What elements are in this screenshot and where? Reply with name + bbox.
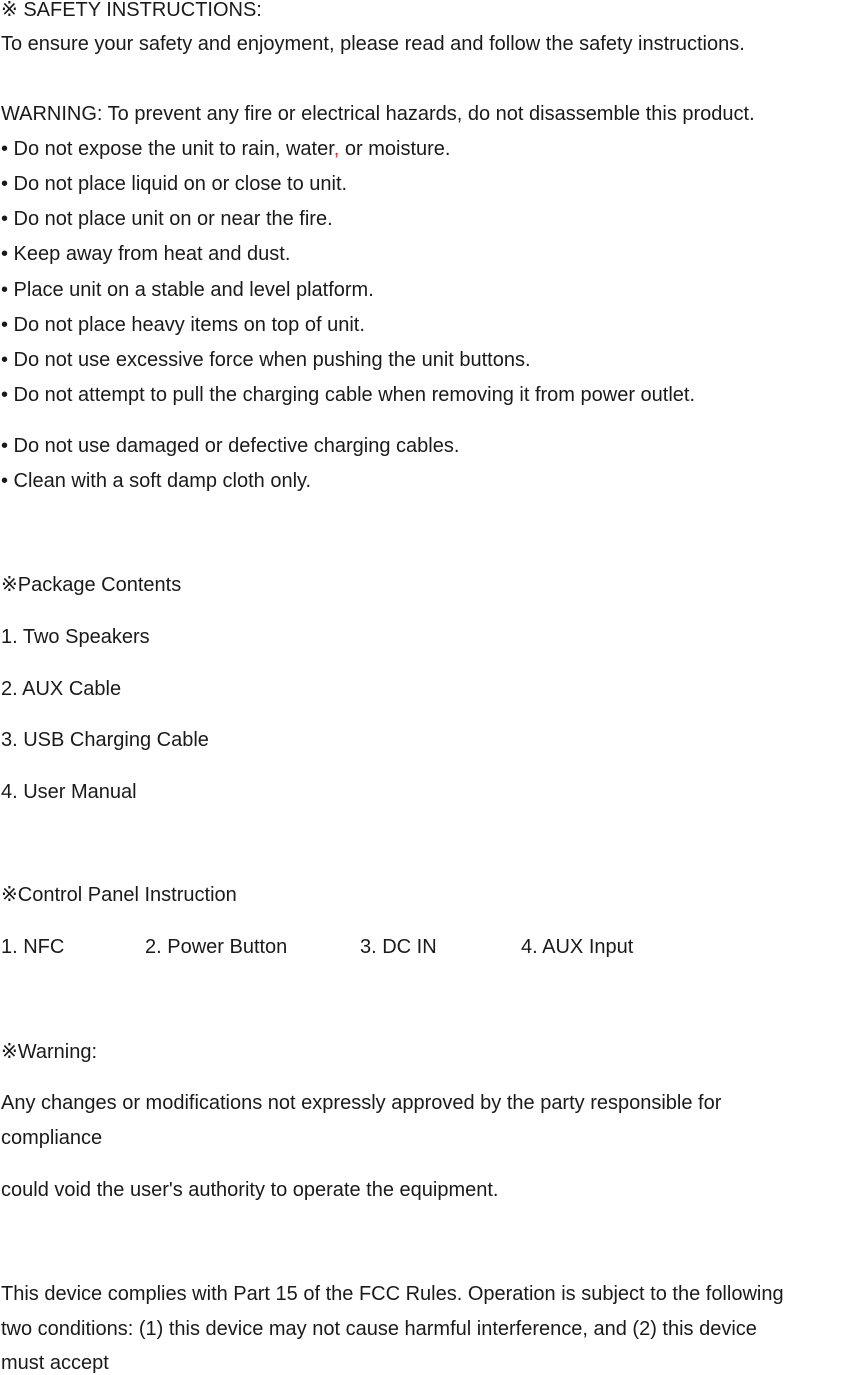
fcc-warning-text: Any changes or modifications not expressly approved by the party responsible for <box>1 1092 722 1114</box>
safety-item: • Do not place unit on or near the fire. <box>1 208 333 230</box>
safety-item-water <box>1 137 450 161</box>
safety-item: • Do not place heavy items on top of unit. <box>1 314 365 336</box>
safety-item-water-text: • Do not expose the unit to rain, water <box>1 138 334 160</box>
control-item-nfc: 1. NFC <box>1 936 65 958</box>
control-item-dc-in: 3. DC IN <box>360 936 437 958</box>
fcc-warning-text: compliance <box>1 1127 103 1149</box>
package-item: 3. USB Charging Cable <box>1 729 209 751</box>
control-item-power: 2. Power Button <box>145 936 288 958</box>
safety-intro: To ensure your safety and enjoyment, please read and follow the safety instructions. <box>1 33 745 55</box>
package-item: 1. Two Speakers <box>1 626 150 648</box>
safety-item: • Do not use damaged or defective charging cables. <box>1 435 460 457</box>
safety-item: • Do not attempt to pull the charging cable when removing it from power outlet. <box>1 384 696 406</box>
safety-item: • Do not use excessive force when pushing the unit buttons. <box>1 349 531 371</box>
safety-heading: ※ SAFETY INSTRUCTIONS: <box>1 0 262 21</box>
safety-item: • Clean with a soft damp cloth only. <box>1 470 312 492</box>
safety-warning: WARNING: To prevent any fire or electrical hazards, do not disassemble this product. <box>1 103 755 125</box>
safety-item: • Do not place liquid on or close to unit. <box>1 173 348 195</box>
package-item: 4. User Manual <box>1 781 137 803</box>
fcc-rules-text: This device complies with Part 15 of the FCC Rules. Operation is subject to the following <box>1 1283 784 1305</box>
fcc-rules-text: must accept <box>1 1352 109 1374</box>
control-heading: ※Control Panel Instruction <box>1 884 237 906</box>
safety-item: • Keep away from heat and dust. <box>1 243 291 265</box>
fcc-rules-text: two conditions: (1) this device may not cause harmful interference, and (2) this device <box>1 1318 757 1340</box>
safety-item-water-text-end: or moisture. <box>339 138 451 160</box>
package-item: 2. AUX Cable <box>1 678 122 700</box>
fcc-warning-heading: ※Warning: <box>1 1041 98 1063</box>
fcc-warning-text: could void the user's authority to operate the equipment. <box>1 1179 499 1201</box>
package-heading: ※Package Contents <box>1 574 182 596</box>
safety-item: • Place unit on a stable and level platform. <box>1 279 374 301</box>
red-comma: , <box>333 138 340 160</box>
control-item-aux: 4. AUX Input <box>521 936 634 958</box>
